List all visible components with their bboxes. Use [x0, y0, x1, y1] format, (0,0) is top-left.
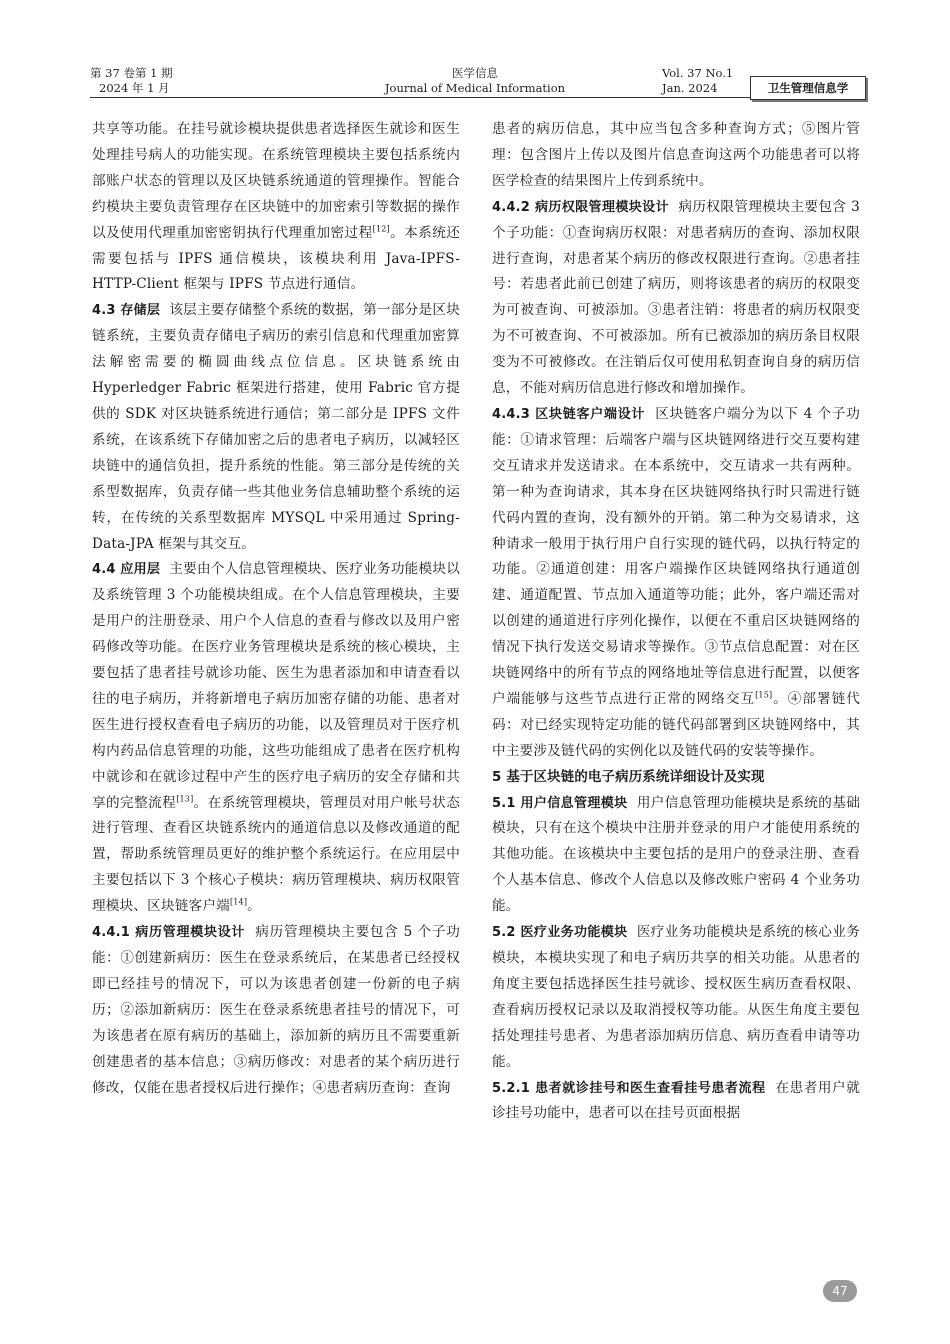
journal-volume-info-en	[662, 66, 733, 96]
issue-date-cn: 2024 年 1 月	[99, 81, 170, 95]
page-number: 47	[823, 1280, 857, 1302]
section-4-4-1: 4.4.1 病历管理模块设计 病历管理模块主要包含 5 个子功能：①创建新病历：医生在登录系统后，在某患者已经授权即已经挂号的情况下，可以为该患者创建一份新的电子病历；②添加新病历：医生在登录系统患者挂号的情况下，可为该患者在原有病历的基础上，添加新的病历且不需要重新创建患者的基本信息；③病历修改：对患者的某个病历进行修改，仅能在患者授权后进行操作；④患者病历查询：查询	[92, 924, 461, 1096]
volume-issue-en: Vol. 37 No.1	[662, 66, 734, 80]
chapter-5-title: 5 基于区块链的电子病历系统详细设计及实现	[492, 769, 765, 785]
section-heading: 4.3 存储层	[92, 303, 161, 319]
paragraph: 共享等功能。在挂号就诊模块提供患者选择医生就诊和医生处理挂号病人的功能实现。在系统管理模块主要包括系统内部账户状态的管理以及区块链系统通道的管理操作。智能合约模块主要负责管理存在区块链中的加密索引等数据的操作以及使用代理重加密密钥执行代理重加密过程[12]。本系统还需要包括与 IPFS 通信模块，该模块利用 Java-IPFS-HTTP-Client 框架与 IPFS 节点进行通信。	[92, 121, 461, 293]
section-5-2-1: 5.2.1 患者就诊挂号和医生查看挂号患者流程 在患者用户就诊挂号功能中，患者可以在挂号页面根据	[492, 1079, 861, 1122]
volume-issue: 第 37 卷第 1 期	[90, 66, 173, 80]
issue-date-en: Jan. 2024	[662, 81, 718, 95]
section-4-4-2: 4.4.2 病历权限管理模块设计 病历权限管理模块主要包含 3 个子功能：①查询病历权限：对患者病历的查询、添加权限进行查询，对患者某个病历的修改权限进行查询。②患者挂号：若患者此前已创建了病历，则将该患者的病历的权限变为可被查询、可被添加。③患者注销：将患者的病历权限变为不可被查询、不可被添加。所有已被添加的病历条目权限变为不可被修改。在注销后仅可使用私钥查询自身的病历信息，不能对病历信息进行修改和增加操作。	[492, 198, 860, 397]
citation: [12]	[372, 224, 390, 234]
section-heading: 4.4.1 病历管理模块设计	[92, 925, 246, 941]
citation: [13]	[176, 794, 194, 804]
section-heading: 5.2.1 患者就诊挂号和医生查看挂号患者流程	[492, 1080, 766, 1096]
citation: [15]	[755, 690, 773, 700]
section-heading: 4.4.3 区块链客户端设计	[492, 406, 646, 422]
section-heading: 5.2 医疗业务功能模块	[492, 925, 628, 941]
section-5-2: 5.2 医疗业务功能模块 医疗业务功能模块是系统的核心业务模块，本模块实现了和电子病历共享的相关功能。从患者的角度主要包括选择医生挂号就诊、授权医生病历查看权限、查看病历授权记录以及取消授权等功能。从医生角度主要包括处理挂号患者、为患者添加病历信息、病历查看申请等功能。	[492, 924, 860, 1070]
right-column	[492, 117, 860, 1127]
header-rule	[90, 97, 860, 98]
section-4-3: 4.3 存储层 该层主要存储整个系统的数据，第一部分是区块链系统，主要负责存储电子病历的索引信息和代理重加密算法解密需要的椭圆曲线点位信息。区块链系统由 Hyperledger Fabric 框架进行搭建，使用 Fabric 官方提供的 SDK 对区块链系统进行通信；第二部分是 IPFS 文件系统，在该系统下存储加密之后的患者电子病历，以减轻区块链中的通信负担，提升系统的性能。第三部分是传统的关系型数据库，负责存储一些其他业务信息辅助整个系统的运转，在传统的关系型数据库 MYSQL 中采用通过 Spring-Data-JPA 框架与其交互。	[92, 302, 461, 552]
column-label-badge: 卫生管理信息学	[750, 76, 866, 100]
left-column	[92, 117, 460, 1101]
section-heading: 4.4 应用层	[92, 562, 161, 578]
paragraph: 患者的病历信息，其中应当包含多种查询方式；⑤图片管理：包含图片上传以及图片信息查询这两个功能患者可以将医学检查的结果图片上传到系统中。	[492, 121, 860, 189]
section-5-1: 5.1 用户信息管理模块 用户信息管理功能模块是系统的基础模块，只有在这个模块中注册并登录的用户才能使用系统的其他功能。在该模块中主要包括的是用户的登录注册、查看个人基本信息、修改个人信息以及修改账户密码 4 个业务功能。	[492, 794, 860, 915]
section-heading: 4.4.2 病历权限管理模块设计	[492, 199, 669, 215]
section-4-4: 4.4 应用层 主要由个人信息管理模块、医疗业务功能模块以及系统管理 3 个功能模块组成。在个人信息管理模块，主要是用户的注册登录、用户个人信息的查看与修改以及用户密码修改等功能。在医疗业务管理模块是系统的核心模块，主要包括了患者挂号就诊功能、医生为患者添加和申请查看以往的电子病历，并将新增电子病历加密存储的功能、患者对医生进行授权查看电子病历的功能，以及管理员对于医疗机构内药品信息管理的功能，这些功能组成了患者在医疗机构中就诊和在就诊过程中产生的医疗电子病历的安全存储和共享的完整流程[13]。在系统管理模块，管理员对用户帐号状态进行管理、查看区块链系统内的通道信息以及修改通道的配置，帮助系统管理员更好的维护整个系统运行。在应用层中主要包括以下 3 个核心子模块：病历管理模块、病历权限管理模块、区块链客户端[14]。	[92, 561, 461, 915]
journal-title-en: Journal of Medical Information	[384, 81, 566, 95]
section-4-4-3: 4.4.3 区块链客户端设计 区块链客户端分为以下 4 个子功能：①请求管理：后端客户端与区块链网络进行交互要构建交互请求并发送请求。在本系统中，交互请求一共有两种。第一种为查询请求，其本身在区块链网络执行时只需进行链代码内置的查询，没有额外的开销。第二种为交易请求，这种请求一般用于执行用户自行实现的链代码，以执行特定的功能。②通道创建：用客户端操作区块链网络执行通道创建、通道配置、节点加入通道等功能；此外，客户端还需对以创建的通道进行序列化操作，以便在不重启区块链网络的情况下执行发送交易请求等操作。③节点信息配置：对在区块链网络中的所有节点的网络地址等信息进行配置，以便客户端能够与这些节点进行正常的网络交互[15]。④部署链代码：对已经实现特定功能的链代码部署到区块链网络中，其中主要涉及链代码的实例化以及链代码的安装等操作。	[492, 405, 861, 759]
section-heading: 5.1 用户信息管理模块	[492, 795, 628, 811]
journal-title-cn: 医学信息	[452, 66, 498, 80]
citation: [14]	[229, 897, 248, 907]
